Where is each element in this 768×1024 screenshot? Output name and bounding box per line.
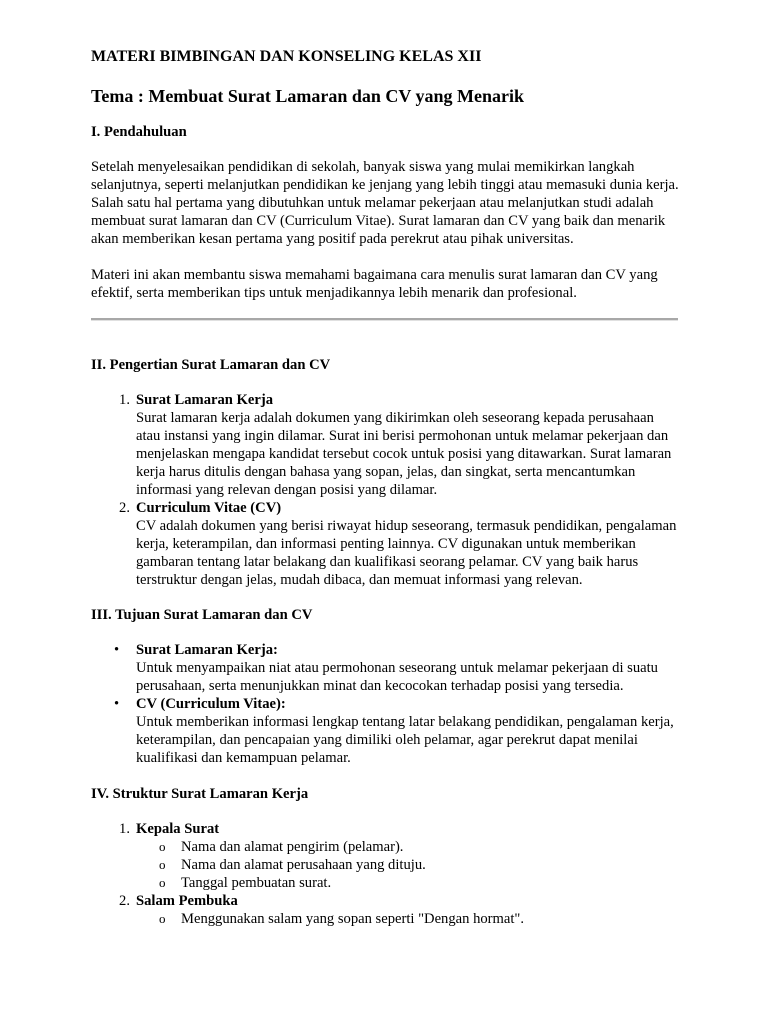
list-item-title: Curriculum Vitae (CV) xyxy=(136,500,282,516)
list-item-tujuan-surat xyxy=(114,641,681,695)
list-item-title: Surat Lamaran Kerja xyxy=(136,392,274,408)
section-heading-struktur: IV. Struktur Surat Lamaran Kerja xyxy=(91,786,309,802)
list-item-text: Surat lamaran kerja adalah dokumen yang dikirimkan oleh seseorang kepada perusahaan atau instansi yang ingin dilamar. Surat ini berisi permohonan untuk melamar pekerjaan dan menjelaskan mengapa kandidat tersebut cocok untuk posisi yang ditawarkan. Surat lamaran kerja harus ditulis dengan bahasa yang sopan, jelas, dan singkat, serta mencantumkan informasi yang relevan dengan posisi yang dilamar. xyxy=(136,410,672,498)
list-item-title: CV (Curriculum Vitae): xyxy=(136,696,286,712)
list-item-text: Untuk menyampaikan niat atau permohonan seseorang untuk melamar pekerjaan di suatu perusahaan, serta menunjukkan minat dan kecocokan terhadap posisi yang tersedia. xyxy=(136,660,658,694)
document-title: MATERI BIMBINGAN DAN KONSELING KELAS XII xyxy=(91,48,482,65)
horizontal-divider xyxy=(91,318,678,321)
sub-list-text: Menggunakan salam yang sopan seperti "Dengan hormat". xyxy=(181,911,525,927)
list-number: 1. xyxy=(119,821,130,837)
sub-list-text: Nama dan alamat pengirim (pelamar). xyxy=(181,839,404,855)
bullet-icon: • xyxy=(114,696,120,712)
list-item-salam-pembuka xyxy=(119,892,681,910)
list-item-text: Untuk memberikan informasi lengkap tentang latar belakang pendidikan, pengalaman kerja, keterampilan, dan pencapaian yang dimiliki oleh pelamar, agar perekrut dapat menilai kualifikasi dan kemampuan pelamar. xyxy=(136,714,674,766)
sub-list-item xyxy=(159,874,681,892)
sub-list-text: Nama dan alamat perusahaan yang dituju. xyxy=(181,857,426,873)
sub-list-text: Tanggal pembuatan surat. xyxy=(181,875,332,891)
list-item-tujuan-cv xyxy=(114,695,681,767)
theme-heading: Tema : Membuat Surat Lamaran dan CV yang Menarik xyxy=(91,86,525,106)
list-item-title: Salam Pembuka xyxy=(136,893,238,909)
list-item-title: Surat Lamaran Kerja: xyxy=(136,642,278,658)
list-item-text: CV adalah dokumen yang berisi riwayat hidup seseorang, termasuk pendidikan, pengalaman kerja, keterampilan, dan informasi penting lainnya. CV digunakan untuk memberikan gambaran tentang latar belakang dan kualifikasi seorang pelamar. CV yang baik harus terstruktur dengan jelas, mudah dibaca, dan memuat informasi yang relevan. xyxy=(136,518,677,588)
list-number: 2. xyxy=(119,893,130,909)
circle-bullet-icon: o xyxy=(159,911,166,926)
intro-paragraph-1: Setelah menyelesaikan pendidikan di sekolah, banyak siswa yang mulai memikirkan langkah selanjutnya, seperti melanjutkan pendidikan ke jenjang yang lebih tinggi atau memasuki dunia kerja. Salah satu hal pertama yang dibutuhkan untuk melamar pekerjaan atau melanjutkan studi adalah membuat surat lamaran dan CV (Curriculum Vitae). Surat lamaran dan CV yang baik dan menarik akan memberikan kesan pertama yang positif pada perekrut atau pihak universitas. xyxy=(91,159,679,247)
list-item-surat-lamaran xyxy=(119,391,681,499)
intro-paragraph-2: Materi ini akan membantu siswa memahami bagaimana cara menulis surat lamaran dan CV yang efektif, serta memberikan tips untuk menjadikannya lebih menarik dan profesional. xyxy=(91,267,658,301)
bullet-icon: • xyxy=(114,642,120,658)
circle-bullet-icon: o xyxy=(159,857,166,872)
sub-list-item xyxy=(159,838,681,856)
sub-list-item xyxy=(159,856,681,874)
section-heading-tujuan: III. Tujuan Surat Lamaran dan CV xyxy=(91,607,313,623)
section-heading-pengertian: II. Pengertian Surat Lamaran dan CV xyxy=(91,357,331,373)
list-item-kepala-surat xyxy=(119,820,681,838)
section-heading-pendahuluan: I. Pendahuluan xyxy=(91,124,187,140)
list-number: 2. xyxy=(119,500,130,516)
list-item-title: Kepala Surat xyxy=(136,821,220,837)
circle-bullet-icon: o xyxy=(159,875,166,890)
list-item-cv xyxy=(119,499,681,589)
list-number: 1. xyxy=(119,392,130,408)
sub-list-item xyxy=(159,910,681,928)
circle-bullet-icon: o xyxy=(159,839,166,854)
